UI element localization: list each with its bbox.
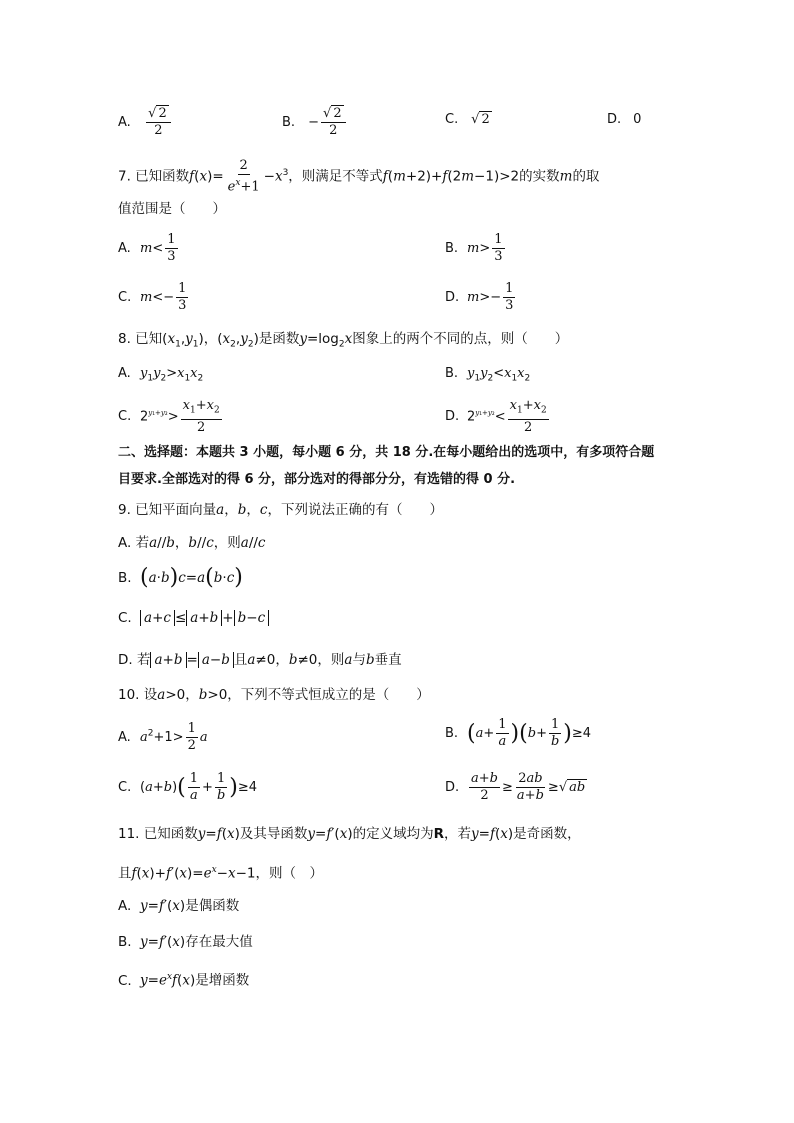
question-number: 8. 已知 (118, 331, 163, 347)
option-text4: 垂直 (374, 652, 402, 668)
q10-option-c: C. (a+b)( $\frac{1}{a}$ + $\frac{1}{b}$ )≥4 (118, 771, 258, 803)
q7-stem-line2: 值范围是（ ） (118, 201, 226, 217)
q8-option-c: C. $2^{y_1+y_2}>$ $\frac{x_1+x_2}{2}$ (118, 398, 220, 435)
q11-stem: 11. 已知函数y=f(x)及其导函数y=f′(x)的定义域均为R，若y=f(x)是奇函数， (118, 826, 581, 842)
q10-option-b: B. (a+ $\frac{1}{a}$ )(b+ $\frac{1}{b}$ )≥4 (445, 717, 592, 749)
option-label: A. (118, 730, 131, 745)
option-text: 是偶函数 (185, 898, 240, 914)
q10-option-d: D. $\frac{a+b}{2}$ ≥ $\frac{2ab}{a+b}$ ≥√ ab (445, 771, 586, 803)
q11-text3: ，若 (444, 826, 472, 842)
question-number: 10. 设 (118, 687, 158, 703)
option-label: A. 若 (118, 535, 150, 551)
q6-option-b: B. − $\frac{√ 2}{2}$ (282, 106, 348, 139)
q11-text2: 的定义域均为 (352, 826, 434, 842)
q11-text4: 是奇函数， (513, 826, 581, 842)
option-label: D. (607, 112, 622, 127)
option-label: C. (118, 409, 132, 425)
q6-option-a (118, 106, 173, 139)
question-number: 7. 已知函数 (118, 168, 190, 185)
option-label: C. (118, 290, 132, 305)
option-text: 是增函数 (195, 972, 250, 989)
option-text: 且 (233, 652, 248, 668)
q7-stem: 7. 已知函数f(x)= $\frac{2}{e^x+1}$ $-x^3$，则满足不等式f(m+2)+f(2m−1)>2的实数m的取 (118, 158, 600, 195)
q8-text2: 图象上的两个不同的点，则（ ） (352, 331, 569, 347)
option-label: C. (118, 610, 132, 626)
q10-text: ，下列不等式恒成立的是（ ） (227, 687, 430, 703)
option-label: A. (118, 898, 132, 914)
q10-stem: 10. 设a>0，b>0，下列不等式恒成立的是（ ） (118, 687, 430, 703)
q8-option-d: D. $2^{y_1+y_2}<$ $\frac{x_1+x_2}{2}$ (445, 398, 547, 435)
option-text2: ，则 (317, 652, 345, 668)
q6-option-c: C. √ 2 (445, 112, 490, 127)
fraction: $\frac{√ 2}{2}$ (321, 106, 346, 139)
section-heading-line2: 目要求.全部选对的得 6 分，部分选对的得部分分，有选错的得 0 分. (118, 472, 516, 487)
option-label: A. (118, 241, 131, 256)
q9-option-c: C. a+c ≤ a+b + b−c (118, 608, 269, 628)
q7-option-d: D. m>− $\frac{1}{3}$ (445, 281, 514, 313)
q11-stem-line2: 且$f(x)+f'(x)=e^x-x-1$，则（ ） (118, 865, 323, 882)
option-text3: 与 (352, 652, 366, 668)
option-label: A. (118, 366, 131, 381)
option-value: 0 (633, 112, 642, 127)
q10-option-a: A. $a^2+1>$ $\frac{1}{2}$ a (118, 721, 208, 753)
question-number: 9. 已知平面向量 (118, 502, 217, 518)
section-heading: 二、选择题：本题共 3 小题，每小题 6 分，共 18 分.在每小题给出的选项中，有多项符合题 (118, 445, 655, 460)
q8-option-b: B. $y_1y_2<x_1x_2$ (445, 366, 531, 384)
option-label: B. (282, 115, 296, 130)
option-label: C. (118, 972, 132, 989)
q9-option-d: D. 若 a+b = a−b 且a≠0，b≠0，则a与b垂直 (118, 652, 402, 668)
q9-option-b: B. (a·b)c=a(b·c) (118, 565, 243, 590)
q9-stem: 9. 已知平面向量a，b，c，下列说法正确的有（ ） (118, 502, 443, 518)
option-label: B. (445, 241, 459, 256)
q11-text5: 且 (118, 865, 132, 882)
q9-option-a: A. 若a//b，b//c，则a//c (118, 535, 266, 551)
q7-option-c: C. m<− $\frac{1}{3}$ (118, 281, 187, 313)
q11-option-b: B. y=f′(x)存在最大值 (118, 934, 253, 950)
option-text: ，则 (213, 535, 241, 551)
q8-stem: 8. 已知$(x_1,y_1)$，$(x_2,y_2)$是函数$y=\log_2x$图象上的两个不同的点，则（ ） (118, 331, 569, 350)
q8-option-a: A. $y_1y_2>x_1x_2$ (118, 366, 204, 384)
q7-option-b: B. m> $\frac{1}{3}$ (445, 232, 503, 264)
q7-text3: 的取 (572, 168, 600, 185)
option-label: B. (118, 570, 132, 586)
option-label: A. (118, 115, 131, 130)
option-label: C. (118, 780, 132, 795)
option-text: 存在最大值 (185, 934, 253, 950)
question-number: 11. 已知函数 (118, 826, 198, 842)
q7-option-a: A. m< $\frac{1}{3}$ (118, 232, 176, 264)
q11-option-a: A. y=f′(x)是偶函数 (118, 898, 240, 914)
option-label: D. (445, 780, 460, 795)
option-label: D. 若 (118, 652, 151, 668)
q11-option-c: C. $y=e^xf(x)$是增函数 (118, 972, 250, 989)
q7-text: ，则满足不等式 (288, 168, 383, 185)
q11-text6: ，则（ ） (255, 865, 323, 882)
option-label: B. (445, 366, 459, 381)
q6-option-d (607, 112, 641, 127)
fraction: $\frac{√ 2}{2}$ (146, 106, 171, 139)
option-label: D. (445, 409, 460, 425)
option-label: D. (445, 290, 460, 305)
q7-text2: 的实数 (519, 168, 560, 185)
option-label: B. (118, 934, 132, 950)
option-label: C. (445, 112, 459, 127)
q11-text: 及其导函数 (239, 826, 308, 842)
q9-text: ，下列说法正确的有（ ） (267, 502, 443, 518)
q8-text: 是函数 (258, 331, 300, 347)
option-label: B. (445, 726, 459, 741)
